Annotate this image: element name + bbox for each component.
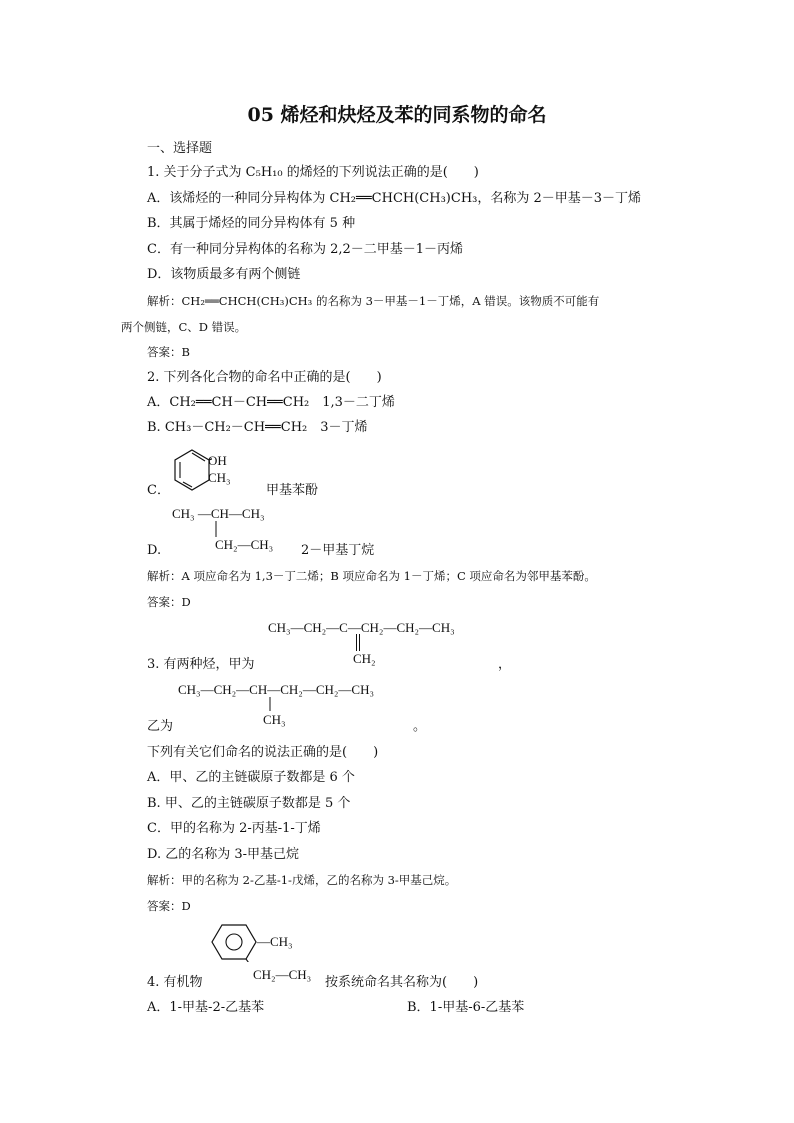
q2-d-bond bbox=[214, 521, 218, 537]
benzene-ring-icon bbox=[210, 922, 258, 962]
q1-stem: 1. 关于分子式为 C₅H₁₀ 的烯烃的下列说法正确的是( ) bbox=[147, 165, 479, 180]
q1-option-c: C．有一种同分异构体的名称为 2,2－二甲基－1－丙烯 bbox=[147, 242, 464, 257]
q4-option-b: B．1-甲基-6-乙基苯 bbox=[407, 1000, 525, 1015]
benzene-ring-icon bbox=[172, 448, 212, 492]
q1-option-a: A．该烯烃的一种同分异构体为 CH₂══CHCH(CH₃)CH₃，名称为 2－甲基－3－丁烯 bbox=[147, 191, 642, 206]
q2-option-c-name: 甲基苯酚 bbox=[266, 483, 319, 498]
page-title: 05 烯烃和炔烃及苯的同系物的命名 bbox=[247, 104, 547, 126]
q2-option-a: A．CH₂══CH－CH══CH₂ 1,3－二丁烯 bbox=[147, 395, 395, 410]
q2-option-b: B. CH₃－CH₂－CH══CH₂ 3－丁烯 bbox=[147, 420, 368, 435]
section-heading: 一、选择题 bbox=[147, 141, 213, 156]
q1-option-d: D．该物质最多有两个侧链 bbox=[147, 267, 301, 282]
q4-option-a: A．1-甲基-2-乙基苯 bbox=[147, 1000, 265, 1015]
q4-ethyl: CH₂—CH₃ bbox=[253, 967, 312, 982]
q4-methyl: —CH₃ bbox=[257, 934, 293, 949]
q3-question: 下列有关它们命名的说法正确的是( ) bbox=[147, 745, 379, 760]
q3-option-b: B. 甲、乙的主链碳原子数都是 5 个 bbox=[147, 796, 351, 811]
q2-d-main-chain: CH₃ —CH—CH₃ bbox=[172, 506, 265, 521]
q2-option-c-label: C． bbox=[147, 483, 170, 498]
q3-jia-branch: CH₂ bbox=[353, 651, 376, 666]
q3-period: 。 bbox=[413, 719, 427, 734]
q3-jia-chain: CH₃—CH₂—C—CH₂—CH₂—CH₃ bbox=[268, 620, 455, 635]
q2-stem: 2. 下列各化合物的命名中正确的是( ) bbox=[147, 370, 382, 385]
q2-c-ch3: CH₃ bbox=[208, 470, 231, 485]
q1-option-b: B．其属于烯烃的同分异构体有 5 种 bbox=[147, 216, 356, 231]
q2-answer: 答案：D bbox=[147, 595, 191, 609]
q3-yi-chain: CH₃—CH₂—CH—CH₂—CH₂—CH₃ bbox=[178, 682, 375, 697]
q3-analysis: 解析：甲的名称为 2-乙基-1-戊烯，乙的名称为 3-甲基己烷。 bbox=[147, 873, 457, 887]
q3-option-c: C．甲的名称为 2-丙基-1-丁烯 bbox=[147, 821, 321, 836]
q2-d-branch: CH₂—CH₃ bbox=[215, 537, 274, 552]
q3-yi-bond bbox=[268, 697, 272, 711]
q4-stem-cont: 按系统命名其名称为( ) bbox=[325, 975, 479, 990]
q1-analysis: 解析：CH₂══CHCH(CH₃)CH₃ 的名称为 3－甲基－1－丁烯，A 错误。该物质不可能有 bbox=[147, 294, 600, 308]
q2-option-d-name: 2－甲基丁烷 bbox=[301, 543, 375, 558]
q1-answer: 答案：B bbox=[147, 345, 190, 359]
q2-c-oh: OH bbox=[208, 453, 227, 468]
q3-option-d: D. 乙的名称为 3-甲基己烷 bbox=[147, 847, 300, 862]
q3-jia-double-bond bbox=[355, 634, 361, 651]
q1-analysis-cont: 两个侧链，C、D 错误。 bbox=[121, 320, 247, 334]
q3-comma: ， bbox=[498, 657, 512, 672]
q2-analysis: 解析：A 项应命名为 1,3－丁二烯；B 项应命名为 1－丁烯；C 项应命名为邻甲基苯酚。 bbox=[147, 569, 596, 583]
q2-option-d-label: D. bbox=[147, 543, 162, 558]
q3-yi-branch: CH₃ bbox=[263, 712, 286, 727]
q3-stem: 3. 有两种烃，甲为 bbox=[147, 657, 255, 672]
q3-option-a: A．甲、乙的主链碳原子数都是 6 个 bbox=[147, 770, 355, 785]
q3-yi-label: 乙为 bbox=[147, 719, 174, 734]
q4-stem: 4. 有机物 bbox=[147, 975, 203, 990]
q3-answer: 答案：D bbox=[147, 899, 191, 913]
